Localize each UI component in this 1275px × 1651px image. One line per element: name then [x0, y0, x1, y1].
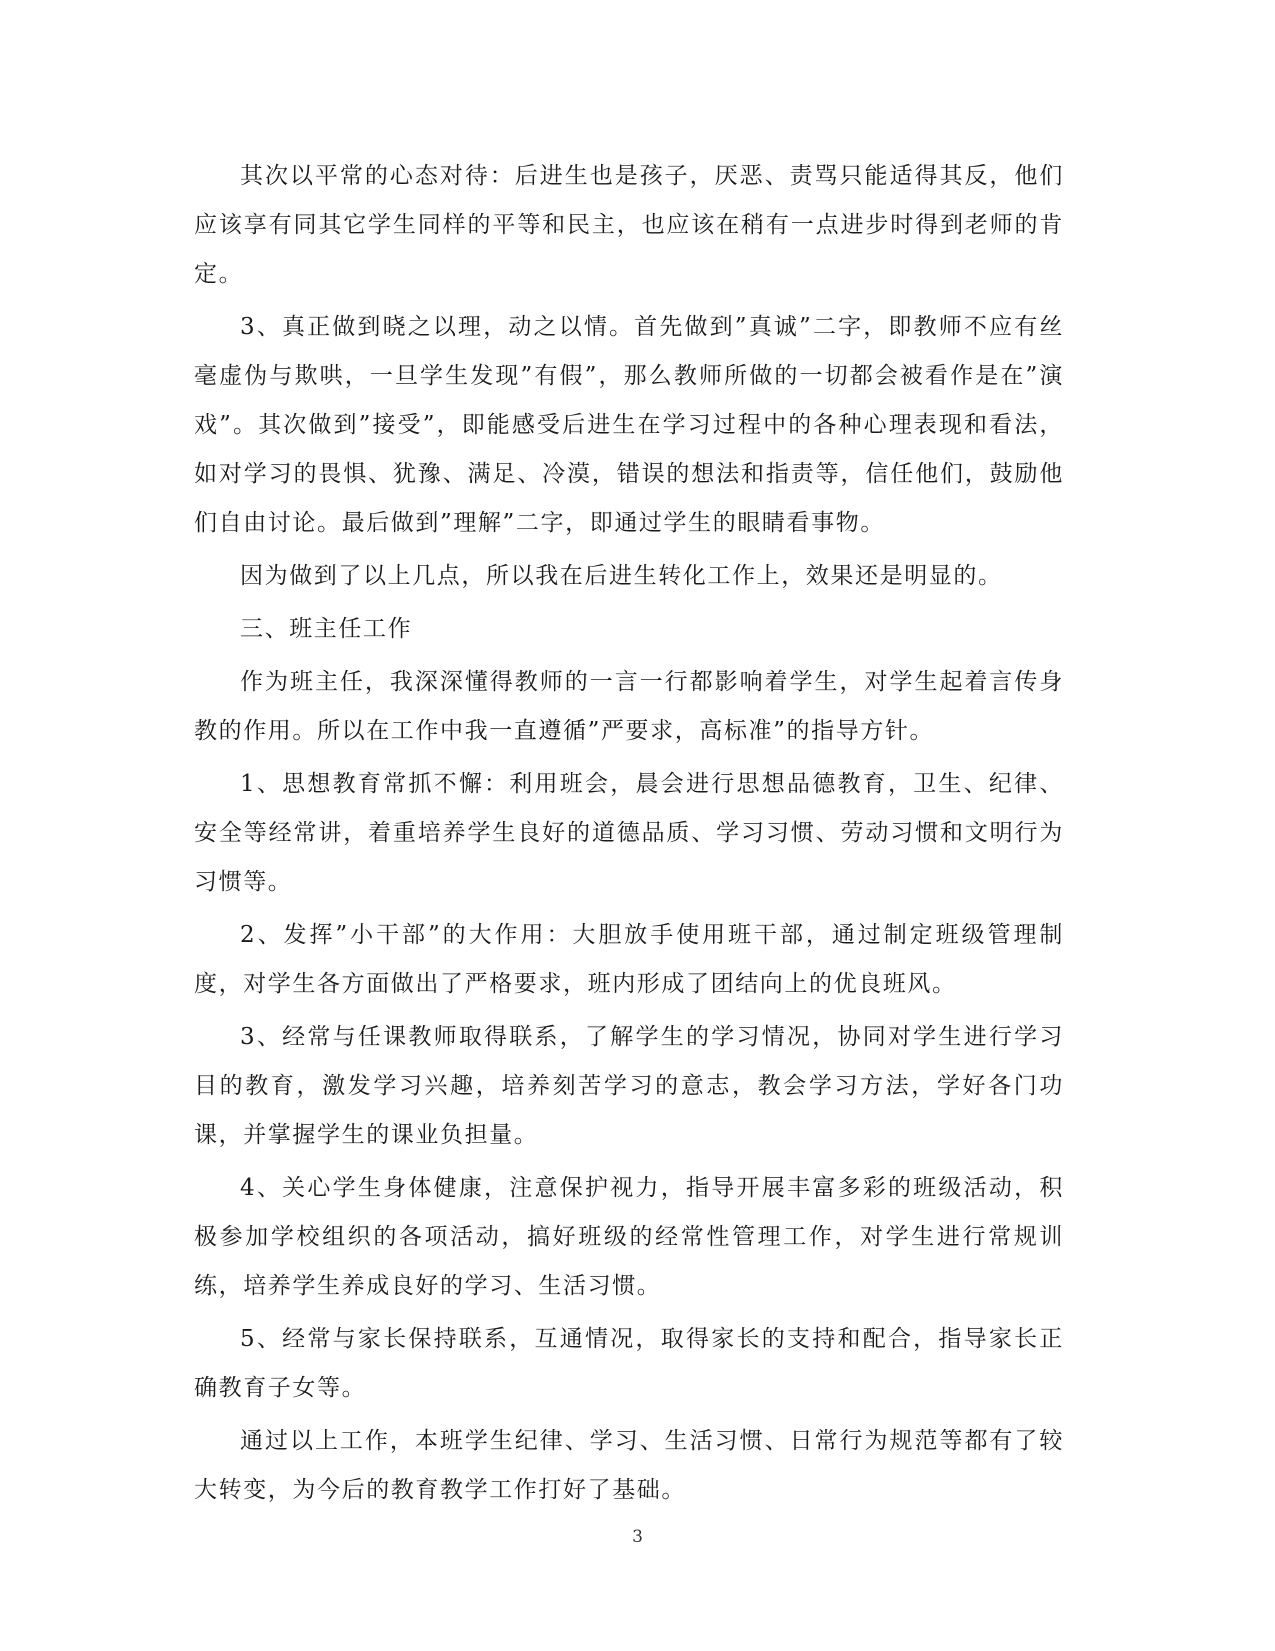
page-number: 3	[632, 1527, 643, 1547]
paragraph: 因为做到了以上几点，所以我在后进生转化工作上，效果还是明显的。	[240, 563, 1003, 589]
paragraph: 通过以上工作，本班学生纪律、学习、生活习惯、日常行为规范等都有了较大转变，为今后的教育教学工作打好了基础。	[194, 1428, 1064, 1503]
list-item: 2、发挥”小干部”的大作用：大胆放手使用班干部，通过制定班级管理制度，对学生各方面做出了严格要求，班内形成了团结向上的优良班风。	[194, 922, 1064, 997]
list-item: 5、经常与家长保持联系，互通情况，取得家长的支持和配合，指导家长正确教育子女等。	[194, 1326, 1064, 1401]
list-item: 1、思想教育常抓不懈：利用班会，晨会进行思想品德教育，卫生、纪律、安全等经常讲，着重培养学生良好的道德品质、学习习惯、劳动习惯和文明行为习惯等。	[194, 771, 1064, 895]
section-heading: 三、班主任工作	[240, 616, 413, 642]
document-body	[194, 152, 1064, 1519]
paragraph: 3、真正做到晓之以理，动之以情。首先做到”真诚”二字，即教师不应有丝毫虚伪与欺哄，一旦学生发现”有假”，那么教师所做的一切都会被看作是在”演戏”。其次做到”接受”，即能感受后进生在学习过程中的各种心理表现和看法，如对学习的畏惧、犹豫、满足、冷漠，错误的想法和指责等，信任他们，鼓励他们自由讨论。最后做到”理解”二字，即通过学生的眼睛看事物。	[194, 314, 1064, 536]
list-item: 3、经常与任课教师取得联系，了解学生的学习情况，协同对学生进行学习目的教育，激发学习兴趣，培养刻苦学习的意志，教会学习方法，学好各门功课，并掌握学生的课业负担量。	[194, 1024, 1064, 1148]
paragraph: 作为班主任，我深深懂得教师的一言一行都影响着学生，对学生起着言传身教的作用。所以在工作中我一直遵循”严要求，高标准”的指导方针。	[194, 669, 1064, 744]
paragraph: 其次以平常的心态对待：后进生也是孩子，厌恶、责骂只能适得其反，他们应该享有同其它学生同样的平等和民主，也应该在稍有一点进步时得到老师的肯定。	[194, 163, 1064, 287]
list-item: 4、关心学生身体健康，注意保护视力，指导开展丰富多彩的班级活动，积极参加学校组织的各项活动，搞好班级的经常性管理工作，对学生进行常规训练，培养学生养成良好的学习、生活习惯。	[194, 1175, 1064, 1299]
